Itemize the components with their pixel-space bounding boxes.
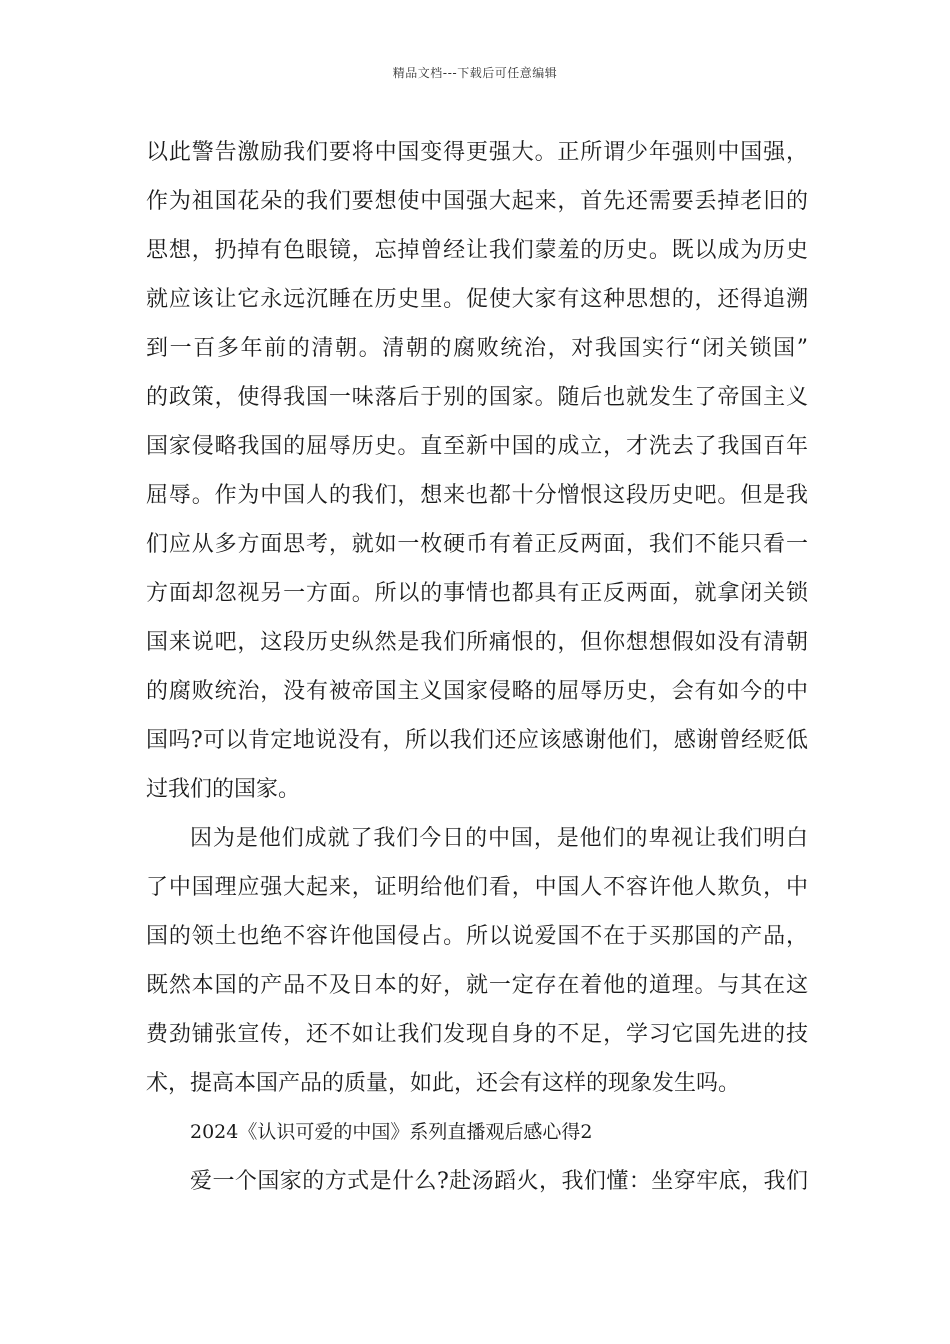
text-line: 方面却忽视另一方面。所以的事情也都具有正反两面，就拿闭关锁: [146, 581, 808, 606]
document-body: [146, 128, 808, 1206]
text-line: 到一百多年前的清朝。清朝的腐败统治，对我国实行“闭关锁国”: [146, 336, 808, 361]
text-line: 了中国理应强大起来，证明给他们看，中国人不容许他人欺负，中: [146, 875, 808, 900]
section-title-text: 2024《认识可爱的中国》系列直播观后感心得2: [190, 1121, 593, 1143]
text-line: 的腐败统治，没有被帝国主义国家侵略的屈辱历史，会有如今的中: [146, 679, 808, 704]
page-header: 精品文档---下载后可任意编辑: [392, 66, 558, 80]
text-line: 的政策，使得我国一味落后于别的国家。随后也就发生了帝国主义: [146, 385, 808, 410]
text-line: 术，提高本国产品的质量，如此，还会有这样的现象发生吗。: [146, 1071, 741, 1096]
text-line: 屈辱。作为中国人的我们，想来也都十分憎恨这段历史吧。但是我: [146, 483, 808, 508]
text-line: 爱一个国家的方式是什么?赴汤蹈火，我们懂：坐穿牢底，我们: [190, 1169, 808, 1194]
text-line: 作为祖国花朵的我们要想使中国强大起来，首先还需要丢掉老旧的: [146, 189, 808, 214]
text-line: 国吗?可以肯定地说没有，所以我们还应该感谢他们，感谢曾经贬低: [146, 728, 808, 753]
text-line: 们应从多方面思考，就如一枚硬币有着正反两面，我们不能只看一: [146, 532, 808, 557]
text-line: 就应该让它永远沉睡在历史里。促使大家有这种思想的，还得追溯: [146, 287, 808, 312]
paragraph-3: [146, 1157, 808, 1206]
text-line: 国家侵略我国的屈辱历史。直至新中国的成立，才洗去了我国百年: [146, 434, 808, 459]
paragraph-1: [146, 128, 808, 814]
text-line: 国来说吧，这段历史纵然是我们所痛恨的，但你想想假如没有清朝: [146, 630, 808, 655]
text-line: 因为是他们成就了我们今日的中国，是他们的卑视让我们明白: [190, 826, 808, 851]
text-line: 思想，扔掉有色眼镜，忘掉曾经让我们蒙羞的历史。既以成为历史: [146, 238, 808, 263]
paragraph-2: [146, 814, 808, 1108]
text-line: 国的领土也绝不容许他国侵占。所以说爱国不在于买那国的产品，: [146, 924, 808, 949]
text-line: 费劲铺张宣传，还不如让我们发现自身的不足，学习它国先进的技: [146, 1022, 808, 1047]
text-line: 既然本国的产品不及日本的好，就一定存在着他的道理。与其在这: [146, 973, 808, 998]
text-line: 以此警告激励我们要将中国变得更强大。正所谓少年强则中国强，: [146, 140, 808, 165]
text-line: 过我们的国家。: [146, 777, 301, 802]
section-title: [146, 1108, 808, 1157]
